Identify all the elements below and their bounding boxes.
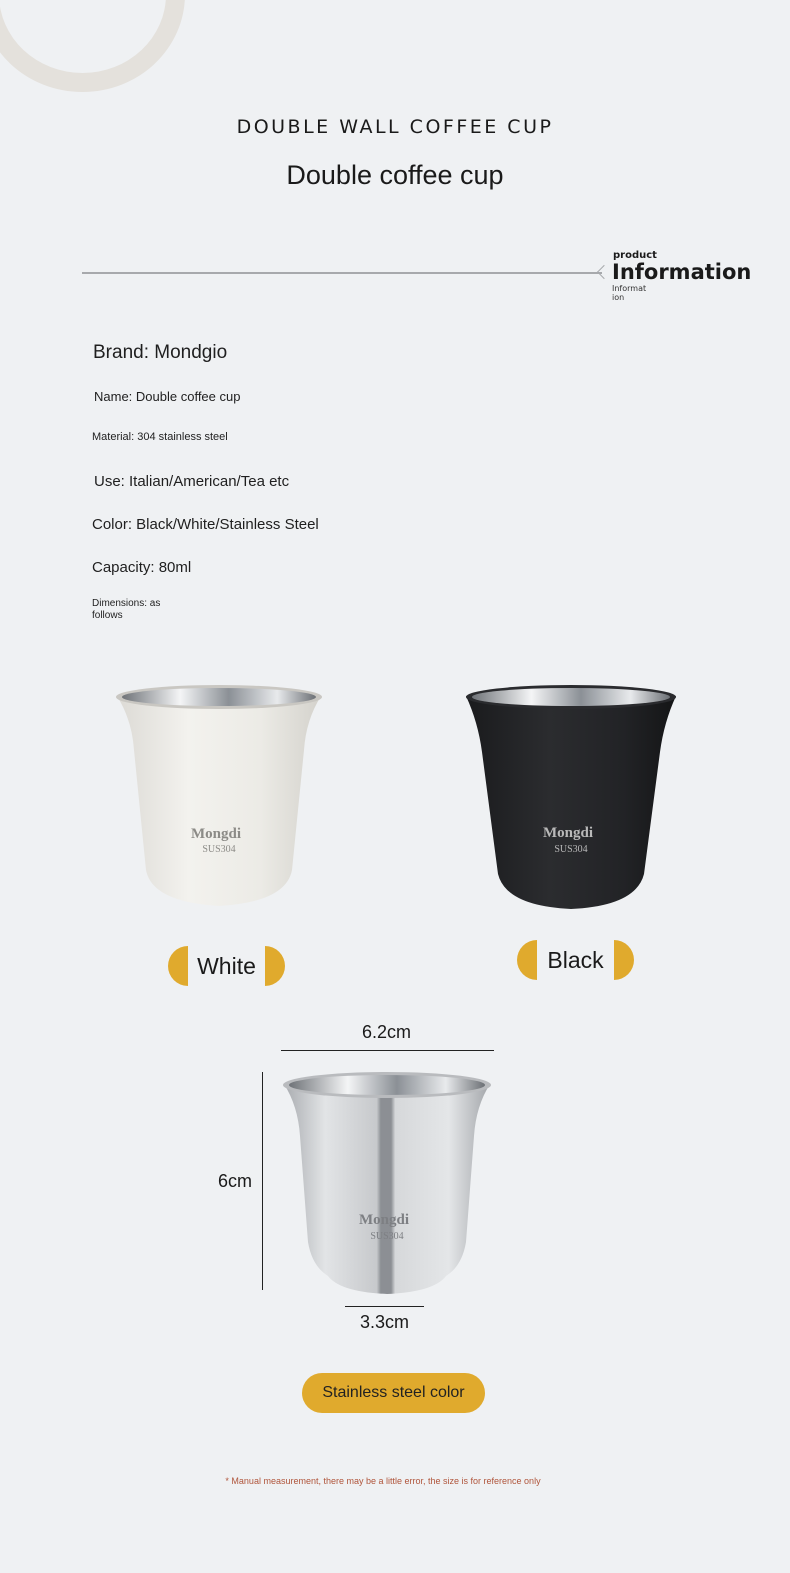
measurement-footnote: * Manual measurement, there may be a little error, the size is for reference only [225, 1476, 541, 1486]
spec-brand: Brand: Mondgio [93, 342, 228, 363]
spec-dimensions: Dimensions: as follows [92, 598, 161, 621]
steel-cup-image [280, 1066, 494, 1298]
white-cup-image [112, 680, 326, 910]
divider-arrow-icon [597, 265, 611, 279]
section-label-small: product [613, 250, 657, 261]
dimension-width-top: 6.2cm [362, 1022, 412, 1042]
color-option-steel[interactable]: Stainless steel color [302, 1373, 485, 1413]
section-divider [82, 272, 602, 274]
black-cup-image [462, 680, 680, 912]
dimension-line-top [281, 1050, 494, 1051]
section-heading: Information [612, 260, 752, 284]
white-cup-logo: Mongdi [190, 826, 242, 842]
spec-name: Name: Double coffee cup [94, 389, 241, 404]
black-cup-logo: Mongdi [542, 825, 594, 841]
color-option-white-label: White [197, 952, 256, 979]
white-cup-mark: SUS304 [202, 844, 236, 855]
page-title-en: DOUBLE WALL COFFEE CUP [236, 116, 554, 138]
steel-cup-mark: SUS304 [370, 1231, 404, 1242]
steel-cup-logo: Mongdi [358, 1212, 410, 1228]
dimension-line-side [262, 1072, 263, 1290]
dimension-height: 6cm [218, 1171, 253, 1191]
spec-capacity: Capacity: 80ml [92, 559, 192, 576]
section-label-tiny: Informat ion [612, 284, 647, 302]
page-title: Double coffee cup [286, 160, 504, 190]
spec-material: Material: 304 stainless steel [92, 431, 228, 443]
decorative-ring [0, 0, 185, 92]
spec-use: Use: Italian/American/Tea etc [94, 473, 290, 490]
black-cup-mark: SUS304 [554, 844, 588, 855]
dimension-width-bottom: 3.3cm [360, 1312, 410, 1332]
color-option-white[interactable] [168, 946, 285, 986]
color-option-black[interactable] [517, 940, 634, 980]
color-option-black-label: Black [547, 946, 604, 973]
dimension-line-bottom [345, 1306, 424, 1307]
spec-color: Color: Black/White/Stainless Steel [92, 516, 319, 533]
